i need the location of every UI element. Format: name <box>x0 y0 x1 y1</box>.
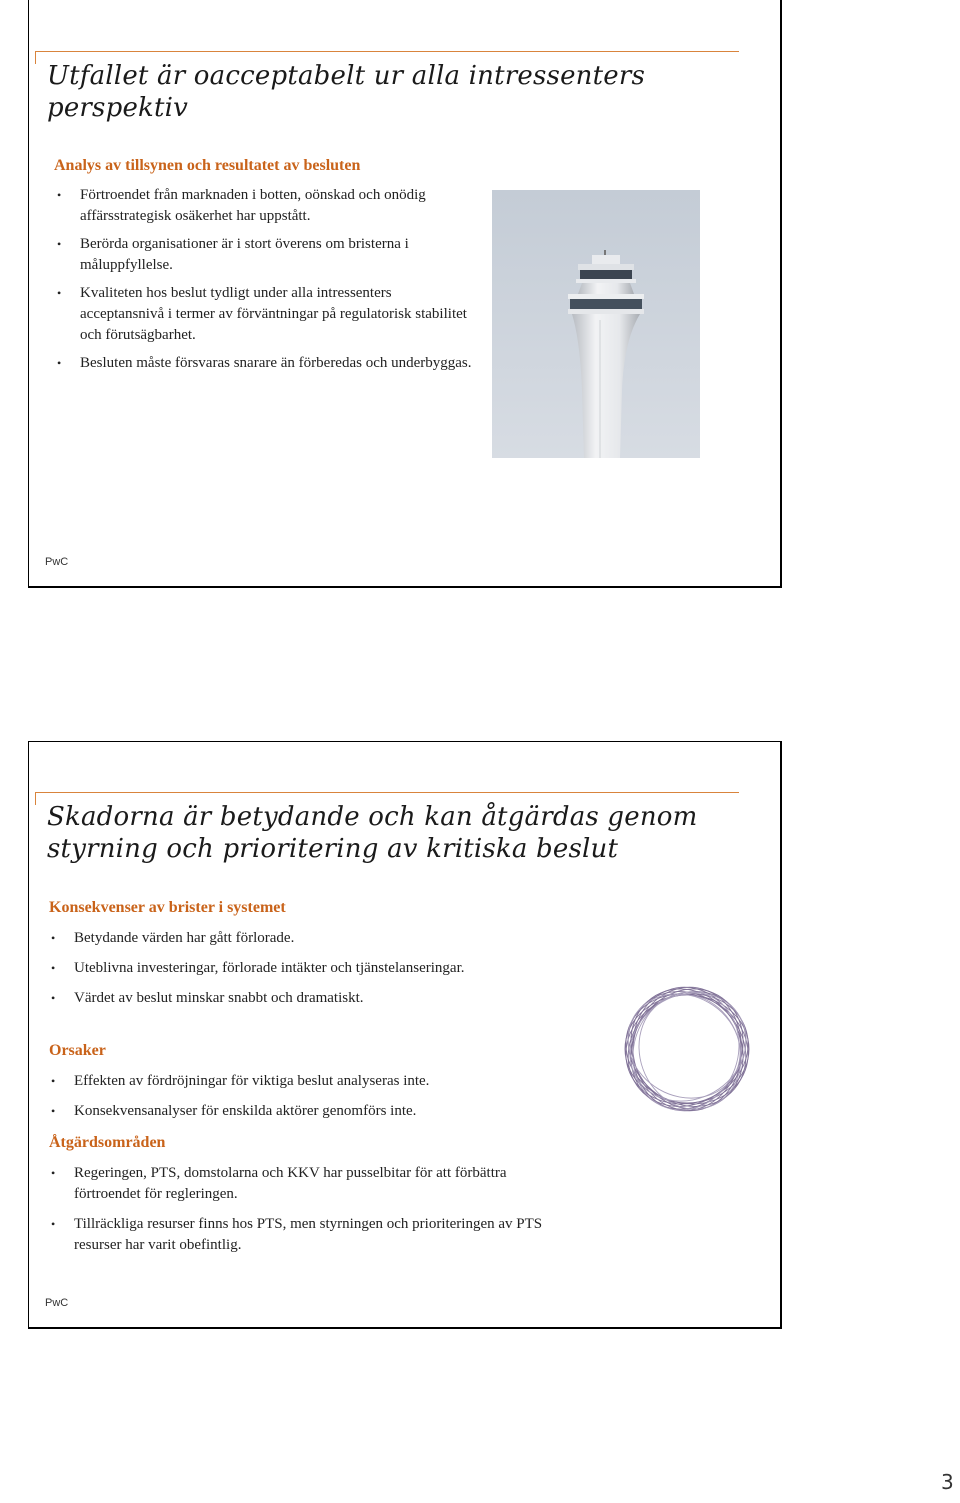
slide-title: Skadorna är betydande och kan åtgärdas genom styrning och prioritering av kritiska beslut <box>47 802 698 864</box>
bullet-list <box>49 1071 569 1122</box>
list-item: • Uteblivna investeringar, förlorade intäkter och tjänstelanseringar. <box>49 958 489 979</box>
list-item: • Kvaliteten hos beslut tydligt under alla intressenters acceptansnivå i termer av förväntningar på regulatorisk stabilitet och förutsägbarhet. <box>55 283 475 346</box>
section-heading: Orsaker <box>49 1042 106 1059</box>
bullet-list <box>49 928 489 1009</box>
section-heading: Konsekvenser av brister i systemet <box>49 899 286 916</box>
list-item: • Berörda organisationer är i stort överens om bristerna i måluppfyllelse. <box>55 234 475 276</box>
bullet-list <box>49 1163 549 1256</box>
list-item: • Effekten av fördröjningar för viktiga beslut analyseras inte. <box>49 1071 569 1092</box>
section-heading: Analys av tillsynen och resultatet av besluten <box>54 157 361 174</box>
list-item: • Regeringen, PTS, domstolarna och KKV har pusselbitar för att förbättra förtroendet för regleringen. <box>49 1163 549 1205</box>
slide-1 <box>28 0 782 588</box>
list-item: • Konsekvensanalyser för enskilda aktörer genomförs inte. <box>49 1101 569 1122</box>
control-tower-photo <box>492 190 700 458</box>
list-item: • Förtroendet från marknaden i botten, oönskad och onödig affärsstrategisk osäkerhet har uppstått. <box>55 185 475 227</box>
slide-2 <box>28 741 782 1329</box>
decorative-rings-graphic <box>614 982 760 1116</box>
list-item: • Tillräckliga resurser finns hos PTS, men styrningen och prioriteringen av PTS resurser har varit obefintlig. <box>49 1214 549 1256</box>
footer-brand: PwC <box>45 1297 69 1309</box>
slide-title: Utfallet är oacceptabelt ur alla intressenters perspektiv <box>47 61 646 123</box>
list-item: • Betydande värden har gått förlorade. <box>49 928 489 949</box>
page-number: 3 <box>941 1470 954 1494</box>
list-item: • Besluten måste försvaras snarare än förberedas och underbyggas. <box>55 353 475 374</box>
footer-brand: PwC <box>45 556 69 568</box>
section-heading: Åtgärdsområden <box>49 1134 166 1151</box>
bullet-list <box>55 185 475 374</box>
list-item: • Värdet av beslut minskar snabbt och dramatiskt. <box>49 988 489 1009</box>
